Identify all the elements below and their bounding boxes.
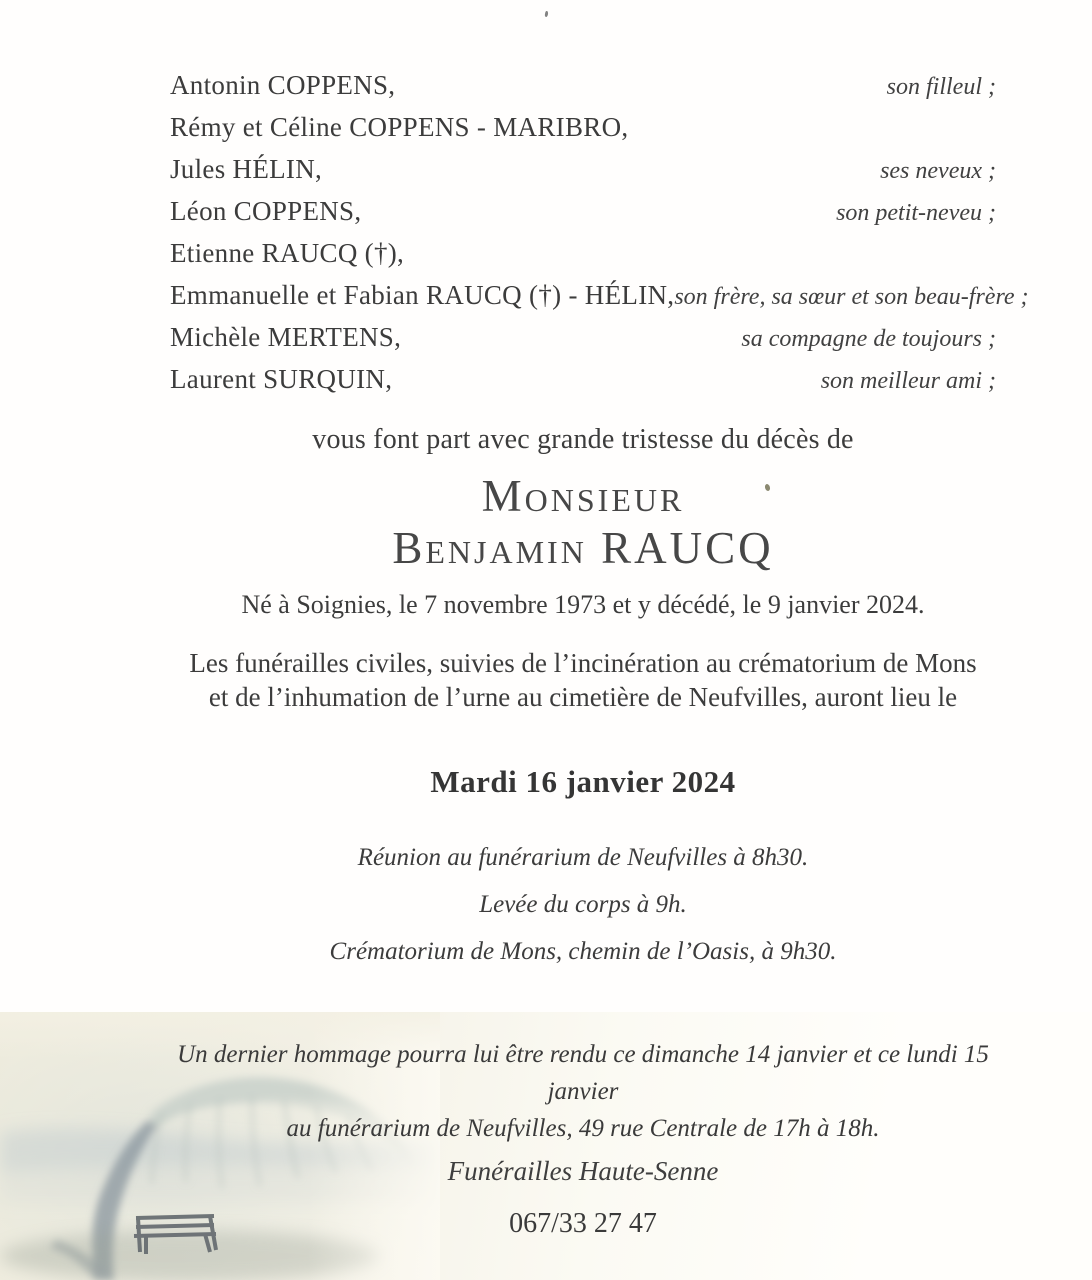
family-member-relation: son frère, sa sœur et son beau-frère ; (674, 284, 1029, 310)
deceased-name: Benjamin RAUCQ (392, 523, 774, 573)
tribute-line2: au funérarium de Neufvilles, 49 rue Centrale de 17h à 18h. (286, 1115, 880, 1142)
family-line (170, 238, 996, 280)
deceased-title-block (170, 470, 996, 574)
family-member-relation: ses neveux ; (880, 158, 996, 184)
schedule-item: Levée du corps à 9h. (479, 891, 687, 918)
family-member-name: Rémy et Céline COPPENS - MARIBRO, (170, 112, 629, 142)
family-line (170, 280, 1029, 322)
card-body (170, 70, 1029, 975)
funeral-info-line1: Les funérailles civiles, suivies de l’incinération au crématorium de Mons (189, 648, 977, 678)
tribute-line1: Un dernier hommage pourra lui être rendu ce dimanche 14 janvier et ce lundi 15 janvier (177, 1041, 989, 1105)
scan-speck-top (544, 11, 548, 17)
deceased-title-monsieur: Monsieur (481, 471, 685, 521)
family-line (170, 196, 996, 238)
funeral-info (170, 646, 996, 714)
family-member-name: Jules HÉLIN, (170, 154, 323, 184)
family-member-name: Emmanuelle et Fabian RAUCQ (†) - HÉLIN, (170, 280, 675, 310)
family-line (170, 70, 996, 112)
announcement-sentence: vous font part avec grande tristesse du décès de (312, 424, 854, 455)
family-member-relation: sa compagne de toujours ; (741, 326, 996, 352)
family-member-name: Etienne RAUCQ (†), (170, 238, 405, 268)
funeral-info-line2: et de l’inhumation de l’urne au cimetière de Neufvilles, auront lieu le (208, 682, 958, 712)
family-member-name: Michèle MERTENS, (170, 322, 402, 352)
family-member-name: Laurent SURQUIN, (170, 364, 393, 394)
family-line (170, 112, 996, 154)
funeral-home-phone: 067/33 27 47 (509, 1208, 657, 1239)
family-line (170, 364, 996, 406)
funeral-date: Mardi 16 janvier 2024 (430, 764, 736, 799)
bottom-band (0, 1012, 1092, 1280)
family-member-name: Léon COPPENS, (170, 196, 362, 226)
birth-death-line: Né à Soignies, le 7 novembre 1973 et y décédé, le 9 janvier 2024. (241, 590, 925, 619)
family-member-name: Antonin COPPENS, (170, 70, 396, 100)
family-line (170, 154, 996, 196)
family-line (170, 322, 996, 364)
ceremony-schedule (170, 834, 996, 975)
band-text (170, 1012, 996, 1280)
schedule-item: Crématorium de Mons, chemin de l’Oasis, à 9h30. (329, 938, 837, 965)
last-tribute (170, 1036, 996, 1147)
schedule-item: Réunion au funérarium de Neufvilles à 8h30. (357, 844, 809, 871)
family-member-relation: son meilleur ami ; (820, 368, 996, 394)
family-member-relation: son petit-neveu ; (836, 200, 996, 226)
funeral-home-name: Funérailles Haute-Senne (447, 1156, 719, 1186)
family-member-relation: son filleul ; (886, 74, 996, 100)
